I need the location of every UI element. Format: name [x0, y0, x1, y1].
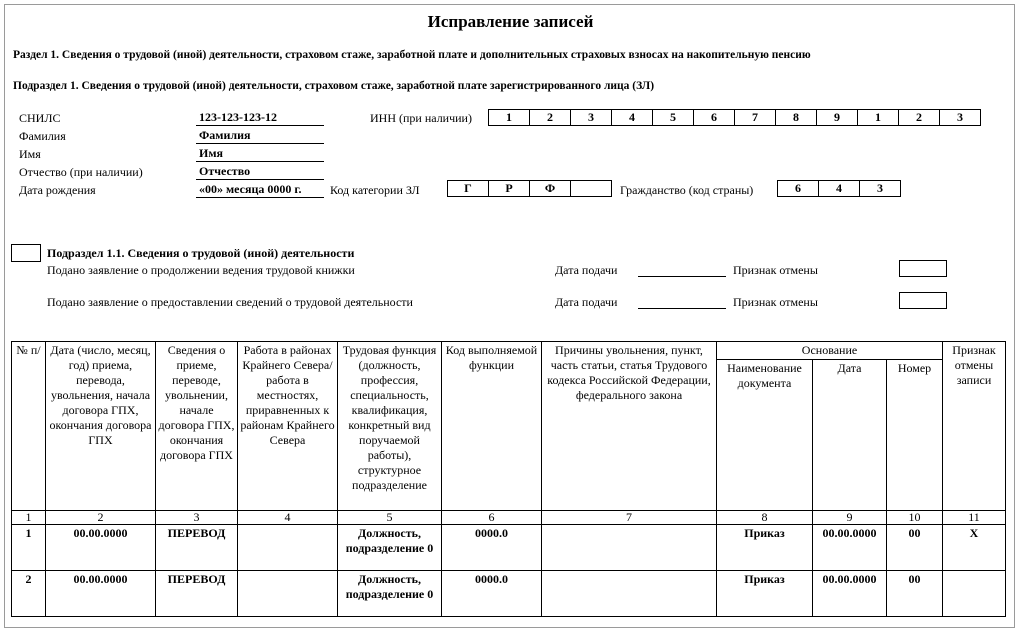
- row-code: 0000.0: [442, 571, 542, 617]
- header-event: Сведения о приеме, переводе, увольнении, начале договора ГПХ, окончания договора ГПХ: [156, 342, 238, 511]
- category-cell: Р: [488, 180, 530, 197]
- citizenship-digit: 6: [777, 180, 819, 197]
- column-number: 6: [442, 511, 542, 525]
- inn-digit: 1: [488, 109, 530, 126]
- header-doc-number: Номер: [887, 360, 943, 511]
- row-function: Должность, подразделение 0: [338, 525, 442, 571]
- inn-digit: 2: [529, 109, 571, 126]
- submission-date-field[interactable]: [638, 308, 726, 309]
- inn-digit: 4: [611, 109, 653, 126]
- subsection-1-1-checkbox[interactable]: [11, 244, 41, 262]
- info-request-label: Подано заявление о предоставлении сведений о трудовой деятельности: [47, 295, 413, 309]
- column-number: 5: [338, 511, 442, 525]
- submission-date-label: Дата подачи: [555, 295, 618, 309]
- column-number: 3: [156, 511, 238, 525]
- category-label: Код категории ЗЛ: [330, 183, 420, 197]
- row-code: 0000.0: [442, 525, 542, 571]
- row-doc-name: Приказ: [717, 525, 813, 571]
- row-doc-date: 00.00.0000: [813, 525, 887, 571]
- column-number: 10: [887, 511, 943, 525]
- cancel-flag-box[interactable]: [899, 260, 947, 277]
- column-number: 8: [717, 511, 813, 525]
- birth-date-label: Дата рождения: [19, 183, 96, 197]
- category-cell: Ф: [529, 180, 571, 197]
- column-number: 4: [238, 511, 338, 525]
- citizenship-cells: [777, 180, 901, 197]
- header-doc-date: Дата: [813, 360, 887, 511]
- snils-label: СНИЛС: [19, 111, 61, 125]
- header-north: Работа в районах Крайнего Севера/работа в местностях, приравненных к районам Крайнего Севера: [238, 342, 338, 511]
- row-doc-date: 00.00.0000: [813, 571, 887, 617]
- column-number-row: [12, 511, 1006, 525]
- citizenship-label: Гражданство (код страны): [620, 183, 754, 197]
- inn-digit: 3: [570, 109, 612, 126]
- inn-digit: 9: [816, 109, 858, 126]
- row-num: 1: [12, 525, 46, 571]
- continuation-request-label: Подано заявление о продолжении ведения трудовой книжки: [47, 263, 355, 277]
- submission-date-label: Дата подачи: [555, 263, 618, 277]
- column-number: 9: [813, 511, 887, 525]
- cancel-flag-box[interactable]: [899, 292, 947, 309]
- surname-value: Фамилия: [196, 128, 324, 144]
- header-function: Трудовая функция (должность, профессия, специальность, квалификация, конкретный вид поручаемой работы), структурное подразделение: [338, 342, 442, 511]
- inn-cells: [488, 109, 981, 126]
- inn-digit: 5: [652, 109, 694, 126]
- name-value: Имя: [196, 146, 324, 162]
- inn-digit: 3: [939, 109, 981, 126]
- column-number: 2: [46, 511, 156, 525]
- header-basis: Основание: [717, 342, 943, 360]
- inn-label: ИНН (при наличии): [370, 111, 472, 125]
- header-reasons: Причины увольнения, пункт, часть статьи, статья Трудового кодекса Российской Федерации, федерального закона: [542, 342, 717, 511]
- row-north: [238, 571, 338, 617]
- row-event: ПЕРЕВОД: [156, 571, 238, 617]
- citizenship-digit: 4: [818, 180, 860, 197]
- inn-digit: 7: [734, 109, 776, 126]
- subsection-1-heading: Подраздел 1. Сведения о трудовой (иной) деятельности, страховом стаже, заработной плате зарегистрированного лица (ЗЛ): [13, 80, 655, 92]
- page-title: Исправление записей: [427, 12, 594, 31]
- cancel-flag-label: Признак отмены: [733, 263, 818, 277]
- header-cancel: Признак отмены записи: [943, 342, 1006, 511]
- inn-digit: 6: [693, 109, 735, 126]
- header-date: Дата (число, месяц, год) приема, перевода, увольнения, начала договора ГПХ, окончания договора ГПХ: [46, 342, 156, 511]
- inn-digit: 1: [857, 109, 899, 126]
- row-date: 00.00.0000: [46, 525, 156, 571]
- name-label: Имя: [19, 147, 41, 161]
- category-cells: [447, 180, 612, 197]
- row-num: 2: [12, 571, 46, 617]
- citizenship-digit: 3: [859, 180, 901, 197]
- surname-label: Фамилия: [19, 129, 66, 143]
- section-1-heading: Раздел 1. Сведения о трудовой (иной) деятельности, страховом стаже, заработной плате и дополнительных страховых взносах на накопительную пенсию: [13, 49, 811, 61]
- category-cell: [570, 180, 612, 197]
- row-event: ПЕРЕВОД: [156, 525, 238, 571]
- table-row: [12, 571, 1006, 617]
- row-cancel-flag: [943, 571, 1006, 617]
- table-row: [12, 525, 1006, 571]
- category-cell: Г: [447, 180, 489, 197]
- row-cancel-flag: X: [943, 525, 1006, 571]
- row-doc-number: 00: [887, 525, 943, 571]
- column-number: 11: [943, 511, 1006, 525]
- patronymic-value: Отчество: [196, 164, 324, 180]
- row-doc-name: Приказ: [717, 571, 813, 617]
- row-north: [238, 525, 338, 571]
- row-function: Должность, подразделение 0: [338, 571, 442, 617]
- inn-digit: 2: [898, 109, 940, 126]
- column-number: 1: [12, 511, 46, 525]
- column-number: 7: [542, 511, 717, 525]
- row-date: 00.00.0000: [46, 571, 156, 617]
- birth-date-value: «00» месяца 0000 г.: [196, 182, 324, 198]
- header-num: № п/: [12, 342, 46, 511]
- inn-digit: 8: [775, 109, 817, 126]
- cancel-flag-label: Признак отмены: [733, 295, 818, 309]
- submission-date-field[interactable]: [638, 276, 726, 277]
- snils-value: 123-123-123-12: [196, 110, 324, 126]
- employment-records-table: [11, 341, 1006, 617]
- header-doc-name: Наименование документа: [717, 360, 813, 511]
- subsection-1-1-heading: Подраздел 1.1. Сведения о трудовой (иной) деятельности: [47, 246, 355, 260]
- row-reason: [542, 571, 717, 617]
- header-code: Код выполняемой функции: [442, 342, 542, 511]
- row-reason: [542, 525, 717, 571]
- row-doc-number: 00: [887, 571, 943, 617]
- patronymic-label: Отчество (при наличии): [19, 165, 143, 179]
